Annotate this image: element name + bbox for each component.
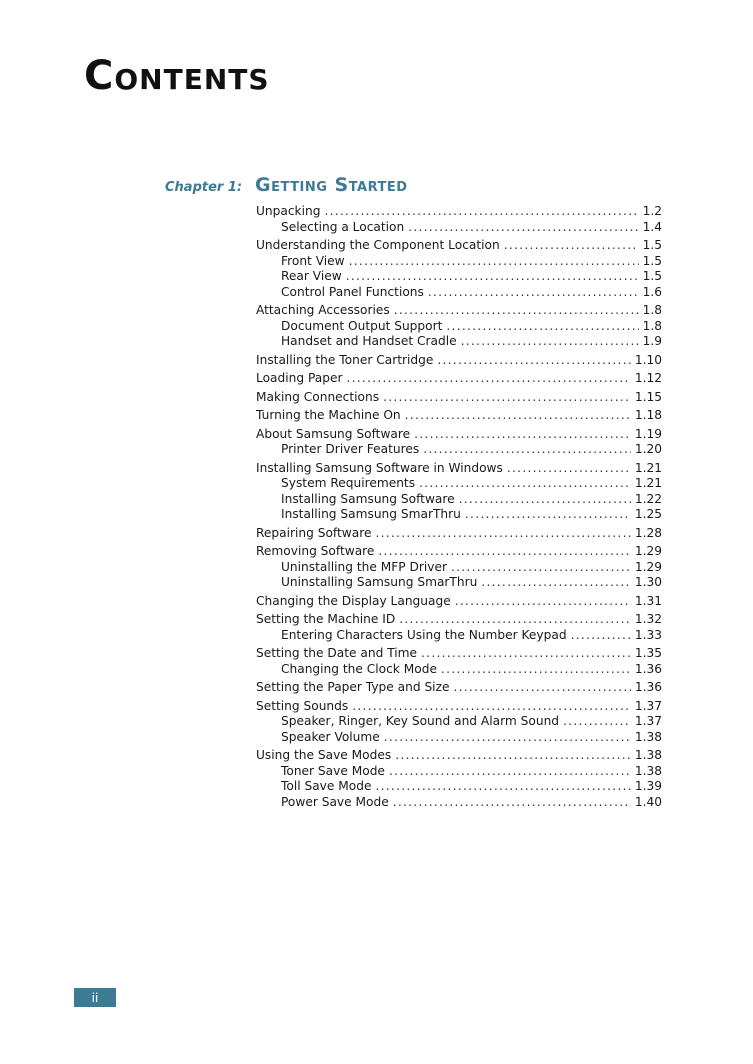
- toc-entry[interactable]: [256, 303, 662, 319]
- toc-entry[interactable]: [256, 408, 662, 424]
- dot-leader: [375, 526, 630, 542]
- toc-entry-page: 1.31: [634, 593, 662, 608]
- toc-subentry[interactable]: [256, 254, 662, 270]
- toc-entry-page: 1.29: [634, 544, 662, 558]
- dot-leader: [378, 544, 630, 560]
- toc-entry-label: Installing the Toner Cartridge: [256, 352, 434, 367]
- toc-subentry[interactable]: [256, 476, 662, 492]
- dot-leader: [393, 795, 631, 811]
- toc-entry-page: 1.20: [634, 442, 662, 456]
- dot-leader: [451, 560, 631, 576]
- toc-subentry[interactable]: [256, 730, 662, 746]
- toc-entry[interactable]: [256, 526, 662, 542]
- toc-entry-label: Setting the Machine ID: [256, 612, 396, 626]
- toc-entry-page: 1.5: [642, 269, 662, 283]
- toc-entry-page: 1.32: [634, 612, 662, 626]
- toc-entry-page: 1.4: [642, 219, 662, 234]
- table-of-contents: [256, 204, 662, 813]
- toc-subentry[interactable]: [256, 779, 662, 795]
- toc-entry-label: Setting the Paper Type and Size: [256, 680, 450, 694]
- toc-entry-page: 1.2: [642, 204, 662, 218]
- toc-group: [256, 748, 662, 810]
- toc-entry-page: 1.12: [634, 371, 662, 385]
- dot-leader: [408, 220, 638, 236]
- toc-entry-page: 1.38: [634, 763, 662, 778]
- toc-subentry[interactable]: [256, 442, 662, 458]
- toc-entry-page: 1.37: [634, 714, 662, 728]
- toc-group: [256, 461, 662, 523]
- toc-group: [256, 427, 662, 458]
- toc-entry-page: 1.6: [642, 284, 662, 299]
- dot-leader: [481, 575, 631, 591]
- dot-leader: [437, 353, 631, 369]
- toc-entry-label: Repairing Software: [256, 525, 372, 540]
- toc-entry-label: Entering Characters Using the Number Keypad: [281, 627, 567, 642]
- chapter-title: Getting Started: [255, 174, 408, 196]
- toc-subentry[interactable]: [256, 269, 662, 285]
- dot-leader: [405, 408, 631, 424]
- toc-subentry[interactable]: [256, 220, 662, 236]
- toc-entry-page: 1.28: [634, 525, 662, 540]
- toc-entry-label: Removing Software: [256, 544, 375, 558]
- toc-entry-label: Document Output Support: [281, 318, 443, 333]
- dot-leader: [504, 238, 639, 254]
- toc-entry-label: Setting the Date and Time: [256, 646, 418, 660]
- toc-entry-page: 1.10: [634, 352, 662, 367]
- toc-entry-label: Power Save Mode: [281, 794, 389, 809]
- dot-leader: [423, 442, 631, 458]
- dot-leader: [455, 594, 631, 610]
- toc-entry-label: Uninstalling Samsung SmarThru: [281, 575, 478, 589]
- toc-entry-label: Unpacking: [256, 204, 321, 218]
- toc-entry[interactable]: [256, 680, 662, 696]
- toc-group: [256, 204, 662, 235]
- toc-entry-page: 1.21: [634, 460, 662, 475]
- toc-entry-label: Turning the Machine On: [256, 408, 401, 422]
- page-title: Contents: [84, 53, 270, 99]
- toc-entry[interactable]: [256, 748, 662, 764]
- toc-subentry[interactable]: [256, 285, 662, 301]
- toc-group: [256, 680, 662, 696]
- toc-subentry[interactable]: [256, 662, 662, 678]
- toc-subentry[interactable]: [256, 492, 662, 508]
- toc-entry[interactable]: [256, 461, 662, 477]
- dot-leader: [571, 628, 631, 644]
- toc-entry-page: 1.5: [642, 238, 662, 252]
- toc-subentry[interactable]: [256, 507, 662, 523]
- toc-subentry[interactable]: [256, 560, 662, 576]
- toc-subentry[interactable]: [256, 319, 662, 335]
- toc-entry-page: 1.39: [634, 779, 662, 793]
- toc-entry-page: 1.30: [634, 575, 662, 589]
- dot-leader: [346, 371, 630, 387]
- toc-subentry[interactable]: [256, 764, 662, 780]
- chapter-heading: [165, 174, 408, 196]
- toc-entry-label: Using the Save Modes: [256, 748, 392, 762]
- dot-leader: [507, 461, 631, 477]
- toc-entry-label: Toll Save Mode: [281, 779, 372, 793]
- toc-entry-label: About Samsung Software: [256, 426, 411, 441]
- toc-entry-page: 1.5: [642, 253, 662, 268]
- toc-entry-page: 1.33: [634, 627, 662, 642]
- toc-group: [256, 353, 662, 369]
- toc-entry[interactable]: [256, 353, 662, 369]
- dot-leader: [419, 476, 631, 492]
- dot-leader: [352, 699, 631, 715]
- toc-entry-page: 1.18: [634, 408, 662, 422]
- dot-leader: [428, 285, 639, 301]
- toc-entry-page: 1.35: [634, 646, 662, 660]
- chapter-prefix: Chapter 1:: [165, 180, 243, 195]
- toc-entry[interactable]: [256, 390, 662, 406]
- dot-leader: [465, 507, 631, 523]
- toc-entry-label: Making Connections: [256, 389, 380, 404]
- dot-leader: [395, 748, 631, 764]
- toc-entry-label: Attaching Accessories: [256, 303, 390, 317]
- toc-group: [256, 238, 662, 300]
- toc-entry-page: 1.36: [634, 661, 662, 676]
- toc-subentry[interactable]: [256, 714, 662, 730]
- toc-entry[interactable]: [256, 594, 662, 610]
- dot-leader: [461, 334, 639, 350]
- toc-entry-page: 1.9: [642, 334, 662, 348]
- toc-group: [256, 371, 662, 387]
- dot-leader: [563, 714, 631, 730]
- dot-leader: [346, 269, 639, 285]
- toc-entry[interactable]: [256, 204, 662, 220]
- toc-subentry[interactable]: [256, 795, 662, 811]
- toc-entry-label: Printer Driver Features: [281, 442, 420, 456]
- toc-group: [256, 408, 662, 424]
- toc-subentry[interactable]: [256, 334, 662, 350]
- toc-subentry[interactable]: [256, 628, 662, 644]
- toc-entry[interactable]: [256, 544, 662, 560]
- dot-leader: [383, 390, 631, 406]
- dot-leader: [349, 254, 639, 270]
- toc-entry-page: 1.40: [634, 794, 662, 809]
- dot-leader: [394, 303, 639, 319]
- toc-entry-label: Uninstalling the MFP Driver: [281, 559, 447, 574]
- toc-entry-page: 1.21: [634, 476, 662, 490]
- dot-leader: [414, 427, 631, 443]
- toc-entry-label: Changing the Clock Mode: [281, 661, 437, 676]
- toc-entry[interactable]: [256, 427, 662, 443]
- toc-entry-label: Loading Paper: [256, 371, 343, 385]
- toc-entry-page: 1.22: [634, 491, 662, 506]
- toc-entry-page: 1.25: [634, 507, 662, 521]
- dot-leader: [399, 612, 631, 628]
- toc-entry-label: Setting Sounds: [256, 698, 349, 713]
- dot-leader: [375, 779, 630, 795]
- toc-entry-label: Control Panel Functions: [281, 284, 424, 299]
- dot-leader: [446, 319, 638, 335]
- toc-entry[interactable]: [256, 646, 662, 662]
- toc-entry-label: Changing the Display Language: [256, 593, 451, 608]
- page-number-tab: ii: [74, 988, 116, 1007]
- toc-entry-page: 1.8: [642, 303, 662, 317]
- toc-entry[interactable]: [256, 238, 662, 254]
- toc-group: [256, 390, 662, 406]
- toc-entry-label: Installing Samsung SmarThru: [281, 507, 461, 521]
- toc-group: [256, 612, 662, 643]
- dot-leader: [441, 662, 631, 678]
- dot-leader: [459, 492, 631, 508]
- toc-group: [256, 646, 662, 677]
- toc-entry-page: 1.38: [634, 748, 662, 762]
- toc-entry-label: Installing Samsung Software in Windows: [256, 460, 503, 475]
- toc-entry-label: Understanding the Component Location: [256, 238, 500, 252]
- toc-group: [256, 699, 662, 746]
- toc-entry-label: Installing Samsung Software: [281, 491, 455, 506]
- dot-leader: [421, 646, 631, 662]
- toc-group: [256, 526, 662, 542]
- toc-entry-page: 1.36: [634, 680, 662, 694]
- dot-leader: [453, 680, 630, 696]
- toc-group: [256, 303, 662, 350]
- toc-entry-page: 1.38: [634, 729, 662, 744]
- toc-entry[interactable]: [256, 371, 662, 387]
- toc-entry-label: Speaker, Ringer, Key Sound and Alarm Sound: [281, 714, 560, 728]
- toc-group: [256, 544, 662, 591]
- toc-entry-label: Toner Save Mode: [281, 763, 385, 778]
- toc-entry-label: Selecting a Location: [281, 219, 405, 234]
- dot-leader: [389, 764, 631, 780]
- toc-entry-label: Front View: [281, 253, 345, 268]
- toc-entry-page: 1.19: [634, 426, 662, 441]
- toc-entry-page: 1.8: [642, 318, 662, 333]
- dot-leader: [384, 730, 631, 746]
- toc-group: [256, 594, 662, 610]
- toc-entry[interactable]: [256, 612, 662, 628]
- toc-entry-page: 1.15: [634, 389, 662, 404]
- toc-entry-page: 1.29: [634, 559, 662, 574]
- toc-entry-label: System Requirements: [281, 476, 416, 490]
- toc-entry-label: Handset and Handset Cradle: [281, 334, 457, 348]
- toc-entry-page: 1.37: [634, 698, 662, 713]
- toc-subentry[interactable]: [256, 575, 662, 591]
- toc-entry-label: Rear View: [281, 269, 342, 283]
- dot-leader: [324, 204, 638, 220]
- toc-entry-label: Speaker Volume: [281, 729, 380, 744]
- toc-entry[interactable]: [256, 699, 662, 715]
